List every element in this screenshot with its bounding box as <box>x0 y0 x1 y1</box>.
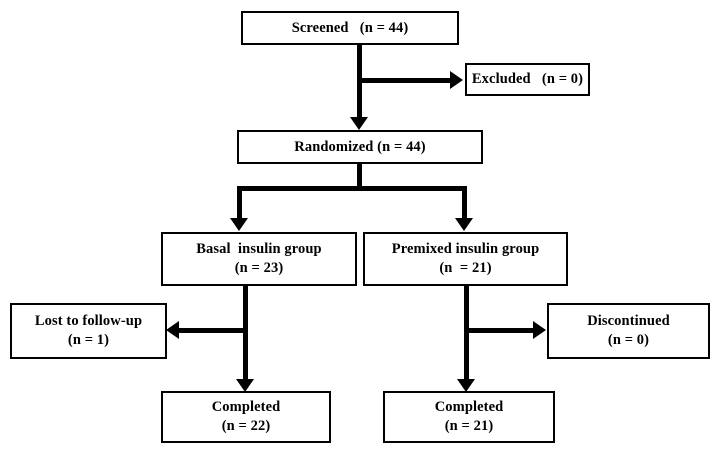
node-excluded-line1: Excluded (n = 0) <box>471 71 584 88</box>
connector-premixed-to-discontinued-line <box>464 328 536 333</box>
node-premixed-insulin-group <box>363 232 568 286</box>
node-basal-insulin-group <box>161 232 357 286</box>
node-lost-to-follow-up <box>10 303 167 359</box>
node-basal-line2: (n = 23) <box>234 260 284 276</box>
connector-screened-to-randomized-arrowhead <box>350 117 368 130</box>
connector-basal-to-lost-arrowhead <box>166 321 179 339</box>
node-discontinued-line1: Discontinued <box>587 313 670 330</box>
connector-screened-to-excluded-line <box>357 78 452 83</box>
node-excluded <box>465 63 590 96</box>
connector-basal-to-completed-line <box>243 286 248 382</box>
connector-randomized-to-premixed-line <box>462 186 467 221</box>
connector-basal-to-lost-line <box>173 328 248 333</box>
node-premixed-line1: Premixed insulin group <box>391 241 540 258</box>
connector-randomized-to-basal-arrowhead <box>230 218 248 231</box>
node-randomized <box>237 130 483 164</box>
node-randomized-line1: Randomized (n = 44) <box>294 138 426 155</box>
node-lost-line1: Lost to follow-up <box>34 313 143 330</box>
connector-screened-to-excluded-arrowhead <box>450 71 463 89</box>
node-completed-premixed-line2: (n = 21) <box>444 418 494 434</box>
node-lost-line2: (n = 1) <box>67 332 110 348</box>
connector-randomized-stub <box>357 164 362 188</box>
node-completed-premixed-line1: Completed <box>434 399 504 416</box>
connector-randomized-to-premixed-arrowhead <box>455 218 473 231</box>
node-completed-basal-line1: Completed <box>211 399 281 416</box>
node-basal-line1: Basal insulin group <box>196 241 322 258</box>
node-discontinued-line2: (n = 0) <box>607 332 650 348</box>
node-premixed-line2: (n = 21) <box>439 260 492 276</box>
connector-randomized-to-basal-line <box>237 186 242 221</box>
node-completed-premixed <box>383 391 555 443</box>
node-completed-basal-line2: (n = 22) <box>221 418 271 434</box>
node-discontinued <box>547 303 710 359</box>
node-screened-line1: Screened (n = 44) <box>291 19 409 36</box>
connector-premixed-to-completed-line <box>464 286 469 382</box>
connector-premixed-to-discontinued-arrowhead <box>533 321 546 339</box>
node-completed-basal <box>161 391 331 443</box>
connector-randomized-split-bar <box>237 186 467 191</box>
node-screened <box>241 11 459 45</box>
